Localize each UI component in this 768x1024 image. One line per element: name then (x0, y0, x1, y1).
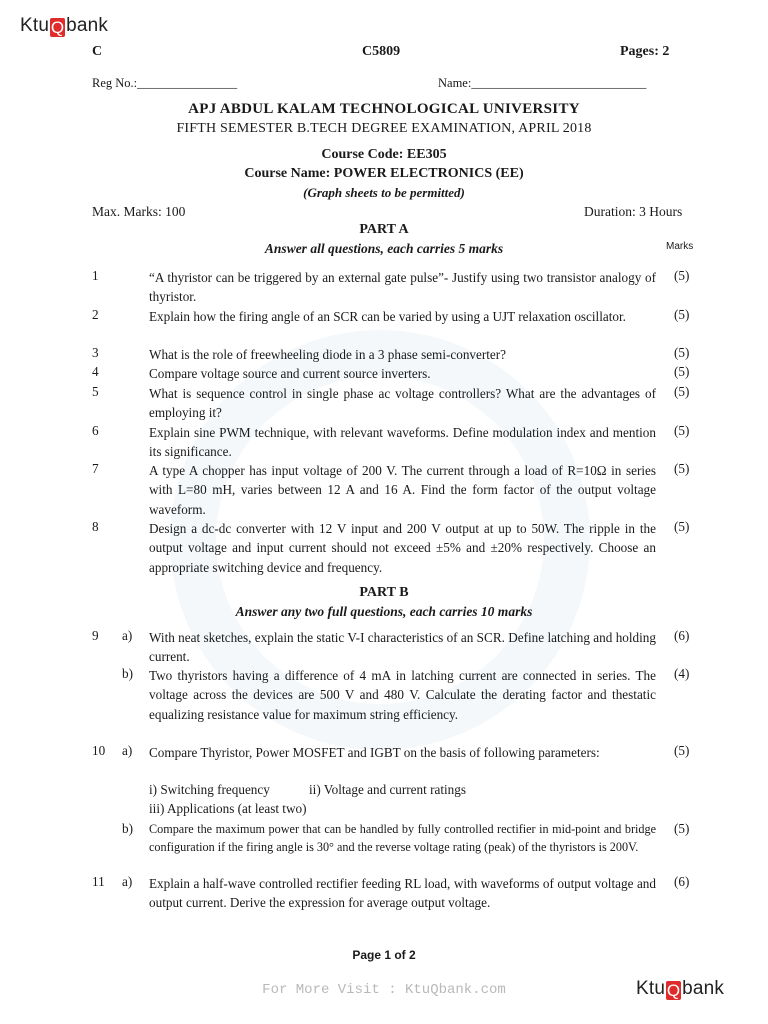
question-number: 7 (92, 461, 99, 476)
logo-text-right: bank (682, 978, 725, 999)
question-text: “A thyristor can be triggered by an external gate pulse”- Justify using two transistor analogy of thyristor. (149, 270, 656, 305)
question-text: Compare the maximum power that can be handled by fully controlled rectifier in mid-point and bridge configuration if the firing angle is 30° and the reverse voltage rating (peak) of the thyristors is 200V. (149, 822, 656, 854)
series-code: C (92, 44, 103, 59)
question-number: 9 (92, 628, 99, 643)
marks-column-label: Marks (666, 241, 694, 252)
question-number: 6 (92, 423, 99, 438)
question-marks: (5) (674, 307, 690, 322)
question-number: 1 (92, 268, 99, 283)
question-marks: (5) (674, 743, 690, 758)
question-marks: (5) (674, 423, 690, 438)
parameter-switching-frequency: i) Switching frequency (149, 782, 270, 797)
question-marks: (5) (674, 364, 690, 379)
question-number: 10 (92, 743, 106, 758)
part-a-instruction: Answer all questions, each carries 5 marks (264, 241, 504, 256)
question-marks: (5) (674, 821, 690, 836)
question-subpart: a) (122, 628, 133, 643)
question-text: Design a dc-dc converter with 12 V input and 200 V output at up to 50W. The ripple in the output voltage and input current should not exceed ±5% and ±20% respectively. Choose an appropriate switching device and frequency. (149, 521, 656, 575)
question-marks: (5) (674, 268, 690, 283)
footer-visit-link[interactable]: For More Visit : KtuQbank.com (262, 982, 506, 998)
question-text: Explain a half-wave controlled rectifier feeding RL load, with waveforms of output voltage and output current. Derive the expression for average output voltage. (149, 876, 656, 911)
question-text: Two thyristors having a difference of 4 mA in latching current are connected in series. The voltage across the devices are 500 V and 480 V. Calculate the derating factor and thestatic equalizing resistance value for maximum string efficiency. (149, 668, 656, 722)
part-a-title: PART A (359, 222, 409, 237)
question-text: With neat sketches, explain the static V-I characteristics of an SCR. Define latching and holding current. (149, 630, 656, 665)
page-number: Page 1 of 2 (352, 948, 416, 962)
question-subpart: a) (122, 743, 133, 758)
question-text: What is the role of freewheeling diode in a 3 phase semi-converter? (149, 347, 507, 362)
logo-q-icon: Q (50, 18, 65, 37)
parameter-voltage-current: ii) Voltage and current ratings (309, 782, 466, 797)
question-number: 4 (92, 364, 99, 379)
question-number: 5 (92, 384, 99, 399)
question-number: 3 (92, 345, 99, 360)
part-b-title: PART B (359, 585, 409, 600)
ktuqbank-logo (20, 15, 108, 37)
question-marks: (6) (674, 874, 690, 889)
question-marks: (5) (674, 384, 690, 399)
question-text: What is sequence control in single phase ac voltage controllers? What are the advantages of employing it? (149, 386, 656, 421)
course-name: Course Name: POWER ELECTRONICS (EE) (244, 166, 524, 181)
university-name: APJ ABDUL KALAM TECHNOLOGICAL UNIVERSITY (188, 101, 580, 117)
question-subpart: b) (122, 821, 133, 836)
course-code: Course Code: EE305 (321, 147, 447, 162)
logo-text-right: bank (66, 15, 109, 36)
exam-note: (Graph sheets to be permitted) (303, 185, 465, 200)
question-number: 11 (92, 874, 105, 889)
paper-code: C5809 (362, 44, 401, 59)
name-field: Name:____________________________ (438, 76, 647, 90)
page-count: Pages: 2 (620, 44, 670, 59)
duration: Duration: 3 Hours (584, 204, 683, 219)
exam-title: FIFTH SEMESTER B.TECH DEGREE EXAMINATION, APRIL 2018 (176, 121, 592, 136)
reg-no-field: Reg No.:________________ (92, 76, 238, 90)
question-marks: (4) (674, 666, 690, 681)
logo-q-icon: Q (666, 981, 681, 1000)
question-text: Explain sine PWM technique, with relevant waveforms. Define modulation index and mention its significance. (149, 425, 656, 460)
part-b-instruction: Answer any two full questions, each carries 10 marks (235, 604, 533, 619)
question-marks: (5) (674, 519, 690, 534)
question-marks: (5) (674, 345, 690, 360)
question-subpart: b) (122, 666, 133, 681)
question-number: 2 (92, 307, 99, 322)
ktuqbank-footer-logo (636, 978, 724, 1000)
parameter-applications: iii) Applications (at least two) (149, 801, 307, 816)
max-marks: Max. Marks: 100 (92, 204, 186, 219)
logo-text-left: Ktu (636, 978, 666, 999)
question-number: 8 (92, 519, 99, 534)
question-text: Explain how the firing angle of an SCR can be varied by using a UJT relaxation oscillator. (149, 309, 626, 324)
question-text: Compare voltage source and current source inverters. (149, 366, 431, 381)
logo-text-left: Ktu (20, 15, 50, 36)
question-text: Compare Thyristor, Power MOSFET and IGBT on the basis of following parameters: (149, 745, 600, 760)
question-marks: (6) (674, 628, 690, 643)
question-text: A type A chopper has input voltage of 200 V. The current through a load of R=10Ω in series with L=80 mH, varies between 12 A and 16 A. Find the form factor of the output voltage waveform. (149, 463, 656, 517)
question-subpart: a) (122, 874, 133, 889)
question-marks: (5) (674, 461, 690, 476)
